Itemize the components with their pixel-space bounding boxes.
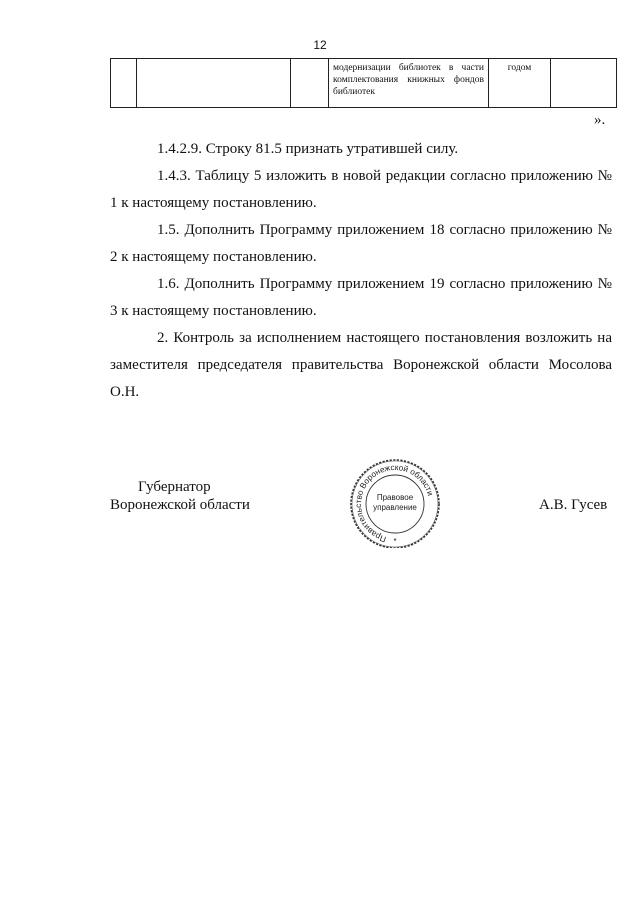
table-fragment	[110, 58, 617, 108]
table-cell	[137, 59, 291, 108]
paragraph: 1.5. Дополнить Программу приложением 18 согласно приложению № 2 к настоящему постановлению.	[110, 222, 612, 265]
stamp-center-line1: Правовое	[376, 493, 414, 502]
stamp-star: *	[393, 537, 397, 546]
paragraph: 1.6. Дополнить Программу приложением 19 согласно приложению № 3 к настоящему постановлению.	[110, 276, 612, 319]
table-cell	[111, 59, 137, 108]
table-cell-text: модернизации библиотек в части комплектования книжных фондов библиотек	[333, 63, 484, 97]
table-cell-period	[489, 59, 551, 108]
table-cell	[291, 59, 329, 108]
paragraph: 1.4.3. Таблицу 5 изложить в новой редакции согласно приложению № 1 к настоящему постановлению.	[110, 168, 612, 211]
table-row	[111, 59, 617, 108]
paragraph: 2. Контроль за исполнением настоящего постановления возложить на заместителя председателя правительства Воронежской области Мосолова О.Н.	[110, 330, 612, 400]
table-cell-description	[329, 59, 489, 108]
closing-quote: ».	[594, 112, 606, 128]
table-cell-text: годом	[507, 63, 532, 73]
stamp-ring-text: Правительство Воронежской области	[353, 462, 435, 544]
signature-title-line1: Губернатор	[138, 479, 211, 495]
stamp-center-line2: управление	[373, 503, 417, 512]
document-body	[110, 136, 612, 406]
signature-title-line2: Воронежской области	[110, 497, 250, 513]
signature-name: А.В. Гусев	[539, 497, 608, 513]
paragraph: 1.4.2.9. Строку 81.5 признать утратившей силу.	[157, 141, 459, 157]
official-stamp	[345, 456, 445, 548]
page-number: 12	[313, 38, 327, 52]
table-cell	[551, 59, 617, 108]
